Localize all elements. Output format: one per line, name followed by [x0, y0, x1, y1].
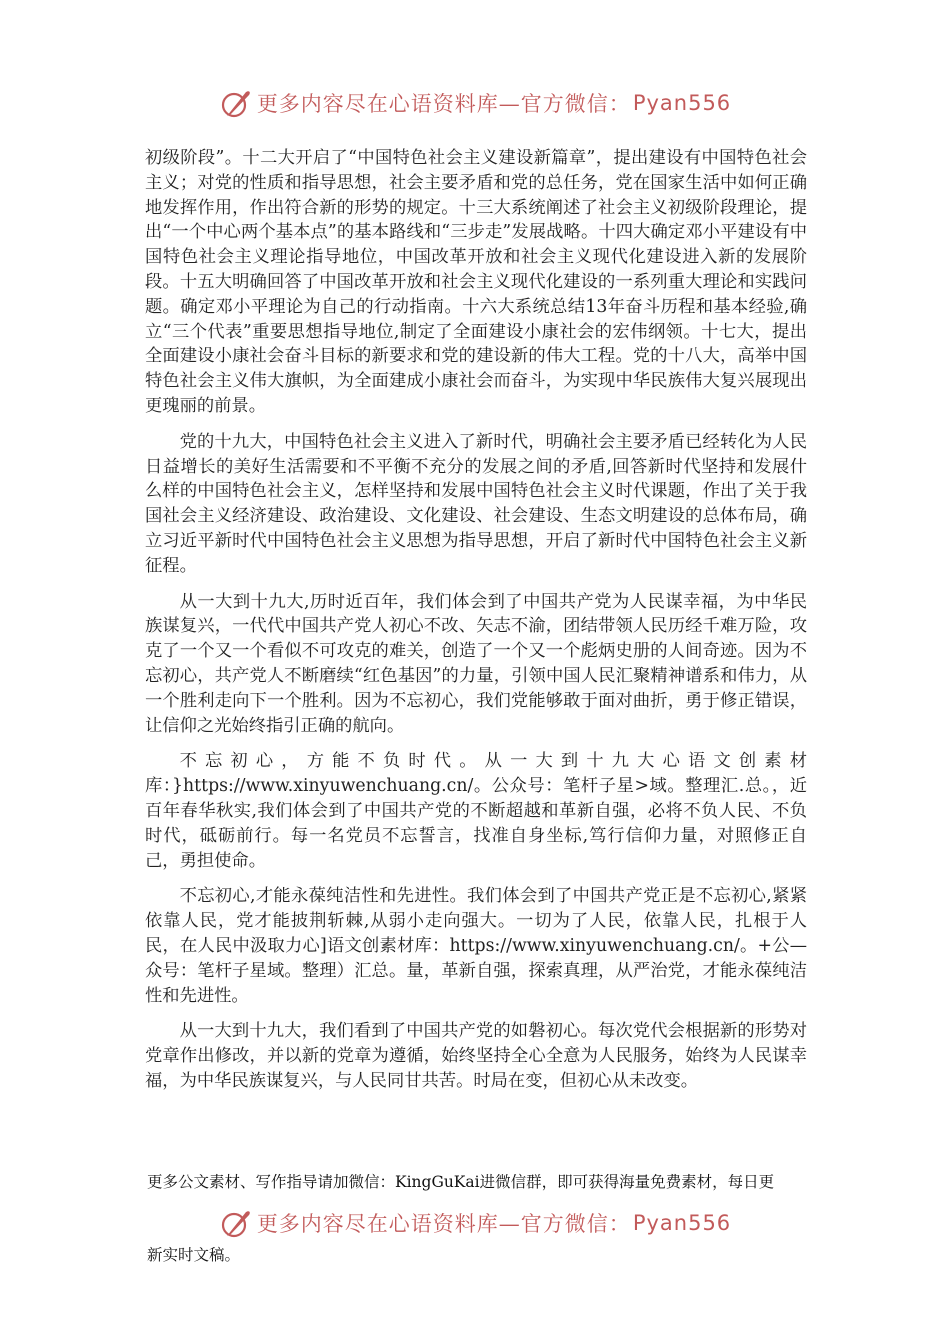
document-body [145, 146, 807, 1105]
quill-logo-icon [219, 1206, 253, 1240]
paragraph-1: 初级阶段”。十二大开启了“中国特色社会主义建设新篇章”，提出建设有中国特色社会主义；对党的性质和指导思想，社会主要矛盾和党的总任务，党在国家生活中如何正确地发挥作用，作出符合新的形势的规定。十三大系统阐述了社会主义初级阶段理论，提出“一个中心两个基本点”的基本路线和“三步走”发展战略。十四大确定邓小平建设有中国特色社会主义理论指导地位，中国改革开放和社会主义现代化建设进入新的发展阶段。十五大明确回答了中国改革开放和社会主义现代化建设的一系列重大理论和实践问题。确定邓小平理论为自己的行动指南。十六大系统总结13年奋斗历程和基本经验,确立“三个代表”重要思想指导地位,制定了全面建设小康社会的宏伟纲领。十七大，提出全面建设小康社会奋斗目标的新要求和党的建设新的伟大工程。党的十八大，高举中国特色社会主义伟大旗帜，为全面建成小康社会而奋斗，为实现中华民族伟大复兴展现出更瑰丽的前景。 [145, 148, 807, 416]
watermark-footer [0, 1206, 950, 1240]
watermark-header [0, 86, 950, 120]
paragraph-6: 从一大到十九大，我们看到了中国共产党的如磐初心。每次党代会根据新的形势对党章作出修改，并以新的党章为遵循，始终坚持全心全意为人民服务，始终为人民谋幸福，为中华民族谋复兴，与人民同甘共苦。时局在变，但初心从未改变。 [145, 1021, 807, 1091]
watermark-text: 更多内容尽在心语资料库—官方微信： [256, 1212, 631, 1236]
watermark-wechat-id: Pyan556 [632, 91, 732, 115]
quill-logo-icon [219, 86, 253, 120]
watermark-text: 更多内容尽在心语资料库—官方微信： [256, 92, 631, 116]
footer-promo-line: 更多公文素材、写作指导请加微信：KingGuKai进微信群，即可获得海量免费素材，每日更 [147, 1173, 775, 1191]
paragraph-2: 党的十九大，中国特色社会主义进入了新时代，明确社会主要矛盾已经转化为人民日益增长的美好生活需要和不平衡不充分的发展之间的矛盾,回答新时代坚持和发展什么样的中国特色社会主义，怎样坚持和发展中国特色社会主义时代课题，作出了关于我国社会主义经济建设、政治建设、文化建设、社会建设、生态文明建设的总体布局，确立习近平新时代中国特色社会主义思想为指导思想，开启了新时代中国特色社会主义新征程。 [145, 431, 807, 576]
paragraph-4: 不忘初心，方能不负时代。从一大到十九大心语文创素材库：}https://www.xinyuwenchuang.cn/。公众号：笔杆子星>域。整理汇.总。，近百年春华秋实,我们体会到了中国共产党的不断超越和革新自强，必将不负人民、不负时代，砥砺前行。每一名党员不忘誓言，找准自身坐标,笃行信仰力量，对照修正自己，勇担使命。 [145, 751, 807, 871]
paragraph-3: 从一大到十九大,历时近百年，我们体会到了中国共产党为人民谋幸福，为中华民族谋复兴，一代代中国共产党人初心不改、矢志不渝，团结带领人民历经千难万险，攻克了一个又一个看似不可攻克的难关，创造了一个又一个彪炳史册的人间奇迹。因为不忘初心，共产党人不断磨续“红色基因”的力量，引领中国人民汇聚精神谱系和伟力，从一个胜利走向下一个胜利。因为不忘初心，我们党能够敢于面对曲折，勇于修正错误，让信仰之光始终指引正确的航向。 [145, 591, 807, 736]
paragraph-5: 不忘初心,才能永葆纯洁性和先进性。我们体会到了中国共产党正是不忘初心,紧紧依靠人民，党才能披荆斩棘,从弱小走向强大。一切为了人民，依靠人民，扎根于人民，在人民中汲取力心]语文创素材库：https://www.xinyuwenchuang.cn/。+公—众号：笔杆子星域。整理）汇总。量，革新自强，探索真理，从严治党，才能永葆纯洁性和先进性。 [145, 886, 807, 1006]
watermark-wechat-id: Pyan556 [632, 1211, 732, 1235]
footer-promo-continuation: 新实时文稿。 [147, 1246, 241, 1264]
